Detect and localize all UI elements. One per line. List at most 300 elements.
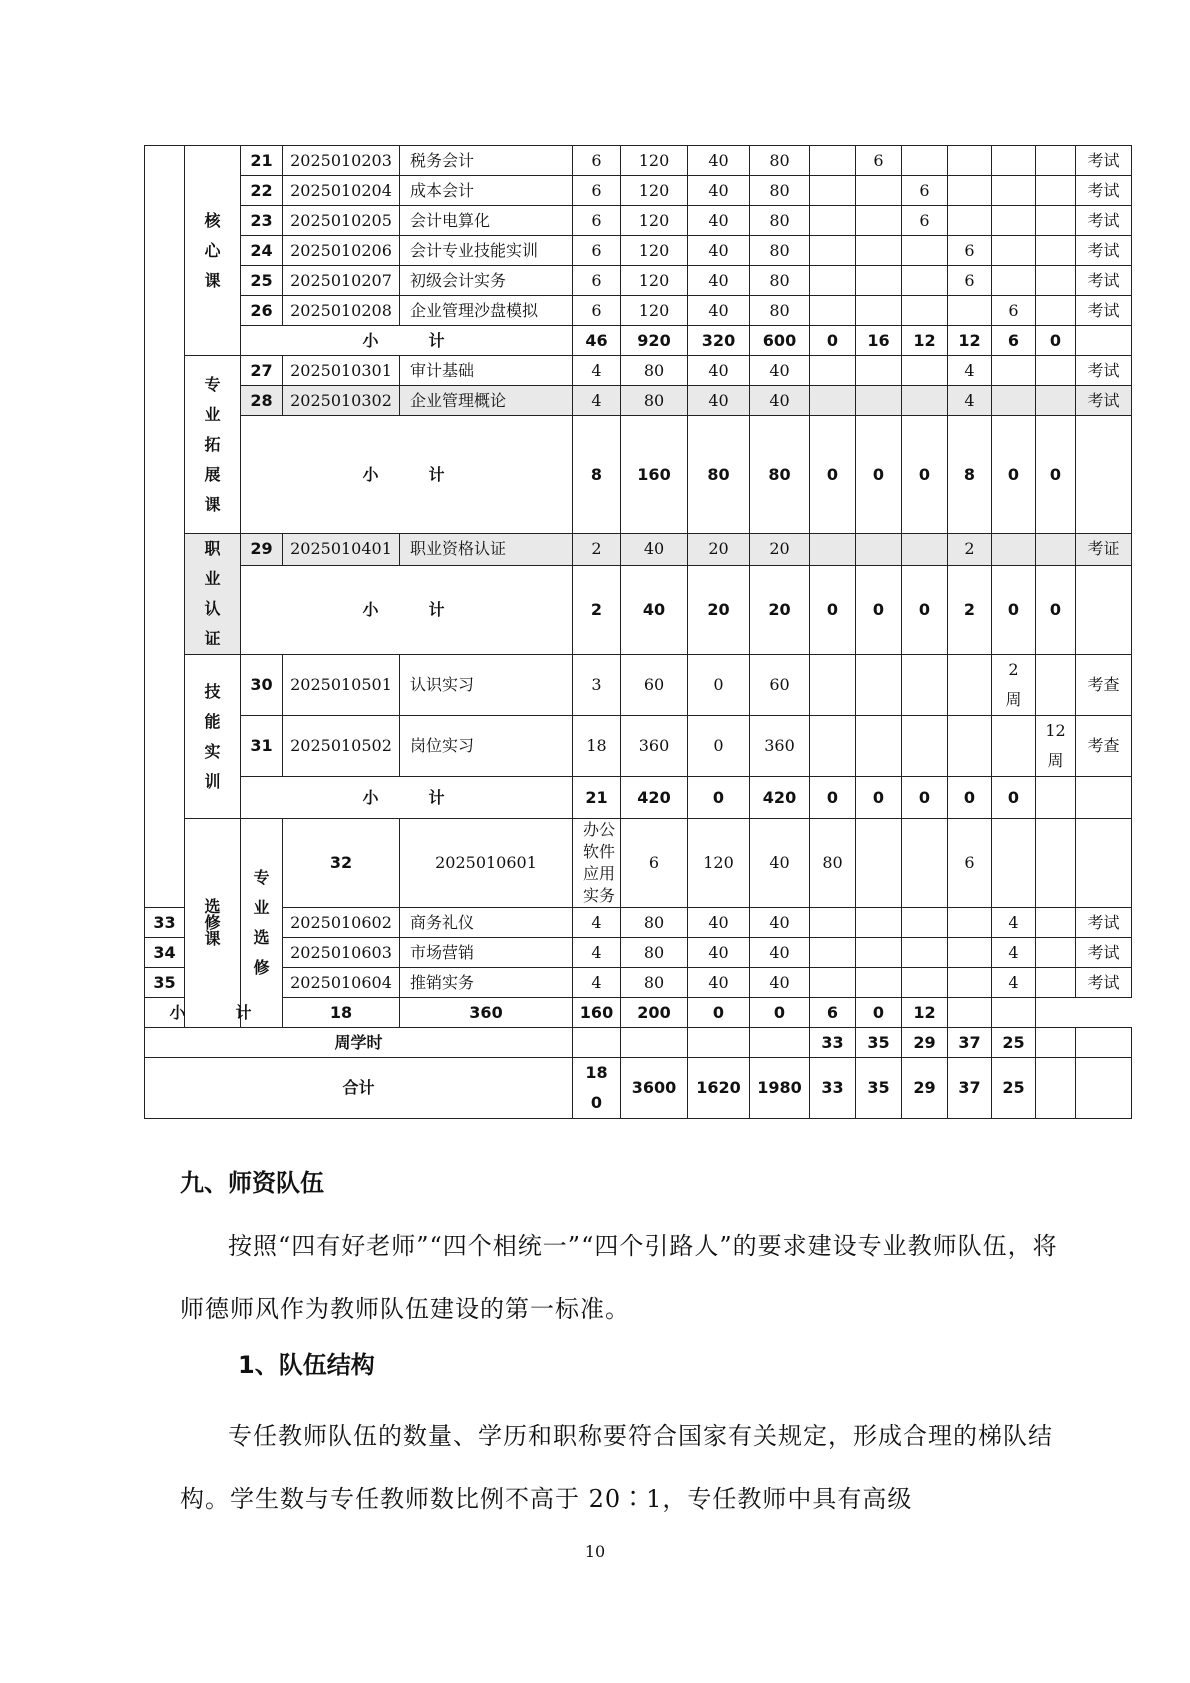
subtotal-label: 小 计 xyxy=(241,777,573,819)
course-s2 xyxy=(856,655,902,716)
course-s6 xyxy=(1036,655,1076,716)
weekly-empty xyxy=(688,1028,750,1058)
course-s3: 6 xyxy=(902,206,948,236)
course-s4 xyxy=(948,296,992,326)
subtotal-value: 600 xyxy=(750,326,810,356)
course-code: 2025010604 xyxy=(283,968,400,998)
course-s1 xyxy=(810,716,856,777)
course-credit: 6 xyxy=(621,819,688,908)
course-total: 120 xyxy=(621,176,688,206)
subtotal-value: 320 xyxy=(688,326,750,356)
subtotal-value: 2 xyxy=(948,565,992,654)
stacked-char: 认 xyxy=(204,599,221,618)
course-s2 xyxy=(856,908,902,938)
table-row xyxy=(145,356,1132,386)
course-s3 xyxy=(902,968,948,998)
category-expand xyxy=(185,356,241,534)
course-credit: 6 xyxy=(573,206,621,236)
course-total: 120 xyxy=(688,819,750,908)
course-theory: 40 xyxy=(688,206,750,236)
paragraph-intro: 按照“四有好老师”“四个相统一”“四个引路人”的要求建设专业教师队伍，将师德师风作为教师队伍建设的第一标准。 xyxy=(180,1232,1058,1323)
course-s6 xyxy=(1036,386,1076,416)
subtotal-row xyxy=(145,998,1132,1028)
total-row xyxy=(145,1058,1132,1119)
subtotal-value: 0 xyxy=(902,777,948,819)
subtotal-label: 小 计 xyxy=(241,326,573,356)
course-s3 xyxy=(902,908,948,938)
subtotal-value: 80 xyxy=(688,416,750,534)
course-name: 会计专业技能实训 xyxy=(400,236,573,266)
subtotal-value: 12 xyxy=(902,998,948,1028)
subtotal-value: 420 xyxy=(621,777,688,819)
course-code: 2025010301 xyxy=(283,356,400,386)
subtotal-row xyxy=(145,416,1132,534)
course-s1 xyxy=(810,206,856,236)
table-row xyxy=(145,655,1132,716)
course-practice: 40 xyxy=(750,908,810,938)
course-exam: 考试 xyxy=(1076,176,1132,206)
course-exam: 考试 xyxy=(1076,908,1132,938)
total-value: 35 xyxy=(856,1058,902,1119)
course-s4: 6 xyxy=(948,236,992,266)
subtotal-row xyxy=(145,326,1132,356)
course-s1 xyxy=(810,266,856,296)
course-s2 xyxy=(856,968,902,998)
course-name: 岗位实习 xyxy=(400,716,573,777)
subtotal-value: 0 xyxy=(688,998,750,1028)
course-credit: 4 xyxy=(573,968,621,998)
stacked-char: 专 xyxy=(253,868,270,887)
course-s2 xyxy=(856,356,902,386)
course-exam: 考查 xyxy=(1076,655,1132,716)
course-s4 xyxy=(948,206,992,236)
subtotal-value: 0 xyxy=(750,998,810,1028)
total-value: 1980 xyxy=(750,1058,810,1119)
course-name: 审计基础 xyxy=(400,356,573,386)
course-no: 26 xyxy=(241,296,283,326)
table-row xyxy=(145,819,1132,908)
course-theory: 0 xyxy=(688,716,750,777)
paragraph-structure: 专任教师队伍的数量、学历和职称要符合国家有关规定，形成合理的梯队结构。学生数与专任教师数比例不高于 20∶1，专任教师中具有高级 xyxy=(180,1422,1053,1513)
stacked-char: 课 xyxy=(204,929,221,948)
course-theory: 40 xyxy=(688,296,750,326)
total-label: 合计 xyxy=(145,1058,573,1119)
course-s1 xyxy=(810,968,856,998)
table-row xyxy=(145,716,1132,777)
course-s2 xyxy=(856,938,902,968)
course-credit: 4 xyxy=(573,938,621,968)
stacked-char: 证 xyxy=(204,629,221,648)
subtotal-value: 0 xyxy=(1036,416,1076,534)
course-s2 xyxy=(856,206,902,236)
course-name: 市场营销 xyxy=(400,938,573,968)
total-empty xyxy=(1036,1058,1076,1119)
course-no: 30 xyxy=(241,655,283,716)
course-s5 xyxy=(992,266,1036,296)
course-theory: 40 xyxy=(688,938,750,968)
course-s4 xyxy=(948,968,992,998)
subtotal-value: 21 xyxy=(573,777,621,819)
course-s5: 4 xyxy=(992,938,1036,968)
course-s6 xyxy=(1036,206,1076,236)
table-row xyxy=(145,534,1132,566)
course-total: 120 xyxy=(621,296,688,326)
stacked-char: 课 xyxy=(204,494,221,514)
weekly-empty xyxy=(1076,1028,1132,1058)
subtotal-row xyxy=(145,565,1132,654)
course-s5: 6 xyxy=(992,296,1036,326)
course-s5 xyxy=(992,386,1036,416)
weekly-label: 周学时 xyxy=(145,1028,573,1058)
course-exam: 考试 xyxy=(1076,968,1132,998)
weekly-value: 25 xyxy=(992,1028,1036,1058)
course-exam: 考试 xyxy=(1076,146,1132,176)
table-row xyxy=(145,206,1132,236)
course-s4: 4 xyxy=(948,386,992,416)
course-s4 xyxy=(948,716,992,777)
course-s1 xyxy=(810,908,856,938)
weekly-empty xyxy=(750,1028,810,1058)
subsection-title: 1、队伍结构 xyxy=(238,1351,375,1379)
stacked-char: 周 xyxy=(1047,751,1064,770)
course-credit: 18 xyxy=(573,716,621,777)
stacked-char: 拓 xyxy=(204,434,221,454)
course-theory: 40 xyxy=(688,176,750,206)
course-code: 2025010502 xyxy=(283,716,400,777)
subtotal-row xyxy=(145,777,1132,819)
table-row xyxy=(145,146,1132,176)
course-total: 80 xyxy=(621,386,688,416)
course-no: 29 xyxy=(241,534,283,566)
course-code: 2025010302 xyxy=(283,386,400,416)
course-theory: 0 xyxy=(688,655,750,716)
stacked-char: 2 xyxy=(1008,660,1019,679)
stacked-char: 能 xyxy=(204,711,221,731)
course-exam: 考试 xyxy=(1076,206,1132,236)
course-s4 xyxy=(992,819,1036,908)
course-practice: 60 xyxy=(750,655,810,716)
category-skill xyxy=(185,655,241,819)
subtotal-value: 360 xyxy=(400,998,573,1028)
course-s4: 2 xyxy=(948,534,992,566)
course-s5 xyxy=(1036,819,1076,908)
course-no: 32 xyxy=(283,819,400,908)
subtotal-empty xyxy=(948,998,992,1028)
table-row xyxy=(145,296,1132,326)
course-s4 xyxy=(948,655,992,716)
course-s1 xyxy=(810,176,856,206)
subtotal-value: 0 xyxy=(902,416,948,534)
course-s3 xyxy=(902,386,948,416)
course-s6 xyxy=(1036,356,1076,386)
page-number: 10 xyxy=(584,1542,606,1561)
course-theory: 40 xyxy=(688,146,750,176)
course-total: 80 xyxy=(621,968,688,998)
weekly-empty xyxy=(573,1028,621,1058)
course-no: 21 xyxy=(241,146,283,176)
course-s5 xyxy=(992,534,1036,566)
table-row xyxy=(145,938,1132,968)
total-value: 1620 xyxy=(688,1058,750,1119)
stacked-char: 心 xyxy=(204,240,221,260)
course-theory: 40 xyxy=(688,266,750,296)
stacked-char: 选 xyxy=(253,928,270,947)
course-s6 xyxy=(1036,176,1076,206)
course-credit: 6 xyxy=(573,176,621,206)
subtotal-label: 小 计 xyxy=(145,998,283,1028)
total-empty xyxy=(1076,1058,1132,1119)
course-code: 2025010206 xyxy=(283,236,400,266)
subtotal-value: 0 xyxy=(948,777,992,819)
subtotal-value: 160 xyxy=(573,998,621,1028)
course-s1 xyxy=(856,819,902,908)
course-s1 xyxy=(810,236,856,266)
course-theory: 40 xyxy=(750,819,810,908)
course-s2 xyxy=(856,534,902,566)
course-code: 2025010204 xyxy=(283,176,400,206)
course-name: 推销实务 xyxy=(400,968,573,998)
course-no: 23 xyxy=(241,206,283,236)
course-practice: 40 xyxy=(750,356,810,386)
total-credit xyxy=(573,1058,621,1119)
stacked-char: 业 xyxy=(204,404,221,424)
stacked-char: 修 xyxy=(253,958,270,977)
course-theory: 40 xyxy=(688,386,750,416)
subtotal-value: 18 xyxy=(283,998,400,1028)
course-s4: 6 xyxy=(948,266,992,296)
course-no: 34 xyxy=(145,938,185,968)
course-exam: 考试 xyxy=(1076,266,1132,296)
course-practice: 80 xyxy=(750,296,810,326)
course-exam: 考试 xyxy=(1076,296,1132,326)
subtotal-value: 0 xyxy=(856,565,902,654)
course-s2 xyxy=(856,386,902,416)
subtotal-value: 20 xyxy=(750,565,810,654)
subtotal-empty xyxy=(1076,777,1132,819)
subtotal-value: 0 xyxy=(810,565,856,654)
subtotal-value: 0 xyxy=(688,777,750,819)
course-s3 xyxy=(902,146,948,176)
course-practice: 20 xyxy=(750,534,810,566)
course-practice: 40 xyxy=(750,386,810,416)
course-practice: 80 xyxy=(750,176,810,206)
subtotal-value: 40 xyxy=(621,565,688,654)
course-s4 xyxy=(948,146,992,176)
course-s3: 6 xyxy=(948,819,992,908)
subtotal-value: 420 xyxy=(750,777,810,819)
course-s2 xyxy=(856,716,902,777)
subtotal-value: 80 xyxy=(750,416,810,534)
subtotal-value: 0 xyxy=(992,565,1036,654)
subtotal-value: 12 xyxy=(902,326,948,356)
stacked-char: 课 xyxy=(204,270,221,290)
subtotal-value: 6 xyxy=(992,326,1036,356)
subtotal-value: 0 xyxy=(856,777,902,819)
course-s1 xyxy=(810,146,856,176)
course-s3 xyxy=(902,716,948,777)
subtotal-value: 0 xyxy=(810,416,856,534)
course-s5 xyxy=(992,236,1036,266)
course-credit: 6 xyxy=(573,266,621,296)
course-no: 35 xyxy=(145,968,185,998)
stacked-char: 选 xyxy=(204,897,221,916)
course-credit: 3 xyxy=(573,655,621,716)
course-credit: 6 xyxy=(573,296,621,326)
stacked-char: 0 xyxy=(590,1093,603,1112)
course-s6 xyxy=(1036,908,1076,938)
course-total: 120 xyxy=(621,146,688,176)
subtotal-value: 8 xyxy=(573,416,621,534)
category-cert xyxy=(185,534,241,655)
course-no: 25 xyxy=(241,266,283,296)
course-code: 2025010208 xyxy=(283,296,400,326)
course-practice: 40 xyxy=(750,938,810,968)
course-code: 2025010401 xyxy=(283,534,400,566)
course-theory: 40 xyxy=(688,356,750,386)
stacked-char: 职 xyxy=(204,539,221,558)
course-s5 xyxy=(992,716,1036,777)
total-value: 37 xyxy=(948,1058,992,1119)
subtotal-value: 8 xyxy=(948,416,992,534)
stacked-char: 核 xyxy=(204,210,221,230)
course-code: 2025010501 xyxy=(283,655,400,716)
total-value: 29 xyxy=(902,1058,948,1119)
stacked-char: 业 xyxy=(204,569,221,588)
course-s4: 4 xyxy=(948,356,992,386)
subtotal-value: 16 xyxy=(856,326,902,356)
course-s3 xyxy=(902,236,948,266)
course-theory: 40 xyxy=(688,236,750,266)
compulsory-group-cell xyxy=(145,146,185,908)
weekly-hours-row xyxy=(145,1028,1132,1058)
course-s6 xyxy=(1036,534,1076,566)
course-name: 企业管理概论 xyxy=(400,386,573,416)
subtotal-label: 小 计 xyxy=(241,416,573,534)
weekly-empty xyxy=(1036,1028,1076,1058)
course-s4 xyxy=(948,908,992,938)
course-s4 xyxy=(948,176,992,206)
course-s3 xyxy=(902,655,948,716)
course-s6 xyxy=(1036,938,1076,968)
total-value: 3600 xyxy=(621,1058,688,1119)
course-name: 商务礼仪 xyxy=(400,908,573,938)
course-s5 xyxy=(992,176,1036,206)
course-exam: 考试 xyxy=(1076,938,1132,968)
subtotal-value: 0 xyxy=(1036,326,1076,356)
stacked-char: 修 xyxy=(204,913,221,932)
table-row xyxy=(145,236,1132,266)
course-total: 120 xyxy=(621,266,688,296)
stacked-char: 技 xyxy=(204,681,221,701)
course-practice: 80 xyxy=(750,266,810,296)
stacked-char: 展 xyxy=(204,464,221,484)
stacked-char: 业 xyxy=(253,898,270,917)
course-total: 80 xyxy=(621,908,688,938)
course-exam: 考证 xyxy=(1076,534,1132,566)
course-s2 xyxy=(902,819,948,908)
category-core xyxy=(185,146,241,356)
subtotal-value: 0 xyxy=(856,416,902,534)
course-name: 办公软件应用实务 xyxy=(573,819,621,908)
course-name: 成本会计 xyxy=(400,176,573,206)
course-s2: 6 xyxy=(856,146,902,176)
course-s3 xyxy=(902,356,948,386)
course-exam: 考查 xyxy=(1076,716,1132,777)
subtotal-empty xyxy=(992,998,1036,1028)
course-s5: 4 xyxy=(992,968,1036,998)
subtotal-value: 46 xyxy=(573,326,621,356)
course-s2 xyxy=(856,296,902,326)
course-practice: 80 xyxy=(810,819,856,908)
subtotal-empty xyxy=(1076,565,1132,654)
subtotal-value: 12 xyxy=(948,326,992,356)
course-practice: 80 xyxy=(750,206,810,236)
table-row xyxy=(145,908,1132,938)
course-s2 xyxy=(856,236,902,266)
course-practice: 80 xyxy=(750,236,810,266)
course-code: 2025010602 xyxy=(283,908,400,938)
course-s2 xyxy=(856,266,902,296)
course-s3 xyxy=(902,938,948,968)
table-row xyxy=(145,176,1132,206)
course-name: 税务会计 xyxy=(400,146,573,176)
subtotal-value: 920 xyxy=(621,326,688,356)
subtotal-value: 0 xyxy=(856,998,902,1028)
course-s1 xyxy=(810,938,856,968)
subtotal-value: 0 xyxy=(1036,565,1076,654)
course-s6 xyxy=(1036,716,1076,777)
course-s5 xyxy=(992,206,1036,236)
course-s6 xyxy=(1076,819,1132,908)
course-total: 120 xyxy=(621,206,688,236)
subtotal-empty xyxy=(1076,416,1132,534)
curriculum-table xyxy=(144,145,1132,1119)
category-elective xyxy=(241,819,283,1028)
course-credit: 4 xyxy=(573,908,621,938)
course-total: 360 xyxy=(621,716,688,777)
course-s3: 6 xyxy=(902,176,948,206)
course-theory: 40 xyxy=(688,908,750,938)
course-no: 22 xyxy=(241,176,283,206)
table-row xyxy=(145,266,1132,296)
course-total: 120 xyxy=(621,236,688,266)
subtotal-empty xyxy=(1036,777,1076,819)
course-total: 80 xyxy=(621,356,688,386)
subtotal-value: 0 xyxy=(810,326,856,356)
course-exam: 考试 xyxy=(1076,356,1132,386)
total-value: 25 xyxy=(992,1058,1036,1119)
course-code: 2025010601 xyxy=(400,819,573,908)
course-practice: 80 xyxy=(750,146,810,176)
course-s6 xyxy=(1036,146,1076,176)
subtotal-value: 0 xyxy=(992,777,1036,819)
category-elective_outer xyxy=(185,819,241,1028)
stacked-char: 18 xyxy=(585,1063,608,1082)
course-s2 xyxy=(856,176,902,206)
course-code: 2025010203 xyxy=(283,146,400,176)
course-exam: 考试 xyxy=(1076,386,1132,416)
course-name: 认识实习 xyxy=(400,655,573,716)
weekly-value: 35 xyxy=(856,1028,902,1058)
course-s6 xyxy=(1036,968,1076,998)
course-s3 xyxy=(902,266,948,296)
course-name: 职业资格认证 xyxy=(400,534,573,566)
course-credit: 2 xyxy=(573,534,621,566)
course-total: 40 xyxy=(621,534,688,566)
course-s3 xyxy=(902,296,948,326)
course-s5 xyxy=(992,146,1036,176)
course-s1 xyxy=(810,534,856,566)
